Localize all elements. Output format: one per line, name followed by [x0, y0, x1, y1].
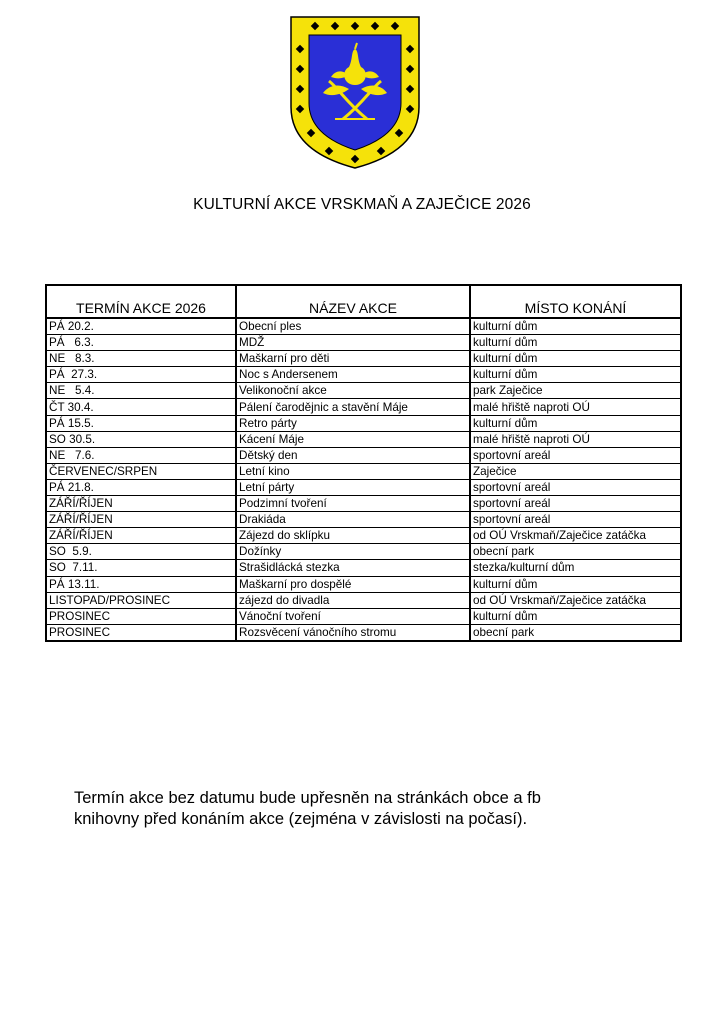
event-location-cell: od OÚ Vrskmaň/Zaječice zatáčka — [470, 528, 681, 544]
table-row — [46, 367, 681, 383]
event-date-cell: NE 7.6. — [46, 447, 236, 463]
table-row — [46, 560, 681, 576]
table-row — [46, 335, 681, 351]
event-name-cell: Obecní ples — [236, 318, 470, 335]
event-name-cell: Dětský den — [236, 447, 470, 463]
event-name-cell: Podzimní tvoření — [236, 496, 470, 512]
event-name-cell: zájezd do divadla — [236, 592, 470, 608]
table-row — [46, 496, 681, 512]
event-date-cell: NE 5.4. — [46, 383, 236, 399]
event-date-cell: SO 5.9. — [46, 544, 236, 560]
event-name-cell: Velikonoční akce — [236, 383, 470, 399]
event-date-cell: LISTOPAD/PROSINEC — [46, 592, 236, 608]
table-row — [46, 463, 681, 479]
municipal-coat-of-arms — [289, 15, 421, 170]
table-row — [46, 383, 681, 399]
event-location-cell: obecní park — [470, 624, 681, 641]
table-row — [46, 592, 681, 608]
table-row — [46, 447, 681, 463]
events-table — [45, 284, 682, 642]
event-name-cell: Vánoční tvoření — [236, 608, 470, 624]
event-date-cell: ZÁŘÍ/ŘÍJEN — [46, 512, 236, 528]
event-name-cell: Noc s Andersenem — [236, 367, 470, 383]
page-title: KULTURNÍ AKCE VRSKMAŇ A ZAJEČICE 2026 — [193, 196, 531, 213]
event-date-cell: ČERVENEC/SRPEN — [46, 463, 236, 479]
event-location-cell: stezka/kulturní dům — [470, 560, 681, 576]
table-row — [46, 544, 681, 560]
table-row — [46, 512, 681, 528]
table-row — [46, 528, 681, 544]
table-row — [46, 479, 681, 495]
event-date-cell: PROSINEC — [46, 624, 236, 641]
event-location-cell: sportovní areál — [470, 496, 681, 512]
event-name-cell: MDŽ — [236, 335, 470, 351]
table-row — [46, 415, 681, 431]
table-header-row — [46, 285, 681, 318]
event-location-cell: od OÚ Vrskmaň/Zaječice zatáčka — [470, 592, 681, 608]
event-date-cell: PROSINEC — [46, 608, 236, 624]
event-location-cell: malé hřiště naproti OÚ — [470, 399, 681, 415]
column-header-location: MÍSTO KONÁNÍ — [470, 285, 681, 318]
event-name-cell: Retro párty — [236, 415, 470, 431]
event-location-cell: malé hřiště naproti OÚ — [470, 431, 681, 447]
event-location-cell: kulturní dům — [470, 608, 681, 624]
event-date-cell: ZÁŘÍ/ŘÍJEN — [46, 496, 236, 512]
event-name-cell: Strašidlácká stezka — [236, 560, 470, 576]
event-date-cell: PÁ 6.3. — [46, 335, 236, 351]
event-date-cell: SO 7.11. — [46, 560, 236, 576]
event-date-cell: PÁ 13.11. — [46, 576, 236, 592]
table-row — [46, 399, 681, 415]
table-row — [46, 431, 681, 447]
footnote-line: Termín akce bez datumu bude upřesněn na stránkách obce a fb — [74, 789, 541, 807]
event-name-cell: Rozsvěcení vánočního stromu — [236, 624, 470, 641]
event-location-cell: kulturní dům — [470, 415, 681, 431]
table-row — [46, 351, 681, 367]
event-name-cell: Kácení Máje — [236, 431, 470, 447]
event-date-cell: PÁ 27.3. — [46, 367, 236, 383]
event-location-cell: kulturní dům — [470, 335, 681, 351]
event-location-cell: park Zaječice — [470, 383, 681, 399]
event-name-cell: Letní kino — [236, 463, 470, 479]
event-name-cell: Dožínky — [236, 544, 470, 560]
event-name-cell: Drakiáda — [236, 512, 470, 528]
event-date-cell: PÁ 20.2. — [49, 320, 94, 334]
event-location-cell: Zaječice — [470, 463, 681, 479]
event-location-cell: obecní park — [470, 544, 681, 560]
footnote — [74, 788, 674, 830]
event-location-cell: sportovní areál — [470, 447, 681, 463]
footnote-line: knihovny před konáním akce (zejména v závislosti na počasí). — [74, 810, 528, 828]
event-location-cell: kulturní dům — [470, 351, 681, 367]
event-date-cell: PÁ 15.5. — [46, 415, 236, 431]
event-location-cell: sportovní areál — [470, 512, 681, 528]
event-name-cell: Letní párty — [236, 479, 470, 495]
event-name-cell: Pálení čarodějnic a stavění Máje — [236, 399, 470, 415]
event-name-cell: Zájezd do sklípku — [236, 528, 470, 544]
event-date-cell: NE 8.3. — [46, 351, 236, 367]
event-location-cell: kulturní dům — [470, 576, 681, 592]
table-row — [46, 576, 681, 592]
column-header-date: TERMÍN AKCE 2026 — [46, 285, 236, 318]
event-name-cell: Maškarní pro děti — [236, 351, 470, 367]
event-location-cell: kulturní dům — [470, 318, 681, 335]
event-date-cell: ZÁŘÍ/ŘÍJEN — [46, 528, 236, 544]
event-location-cell: sportovní areál — [470, 479, 681, 495]
table-row — [46, 318, 681, 335]
event-date-cell: PÁ 21.8. — [46, 479, 236, 495]
column-header-event-name: NÁZEV AKCE — [236, 285, 470, 318]
event-date-cell: SO 30.5. — [46, 431, 236, 447]
event-name-cell: Maškarní pro dospělé — [236, 576, 470, 592]
event-date-cell: ČT 30.4. — [46, 399, 236, 415]
event-location-cell: kulturní dům — [470, 367, 681, 383]
table-row — [46, 608, 681, 624]
table-row — [46, 624, 681, 641]
